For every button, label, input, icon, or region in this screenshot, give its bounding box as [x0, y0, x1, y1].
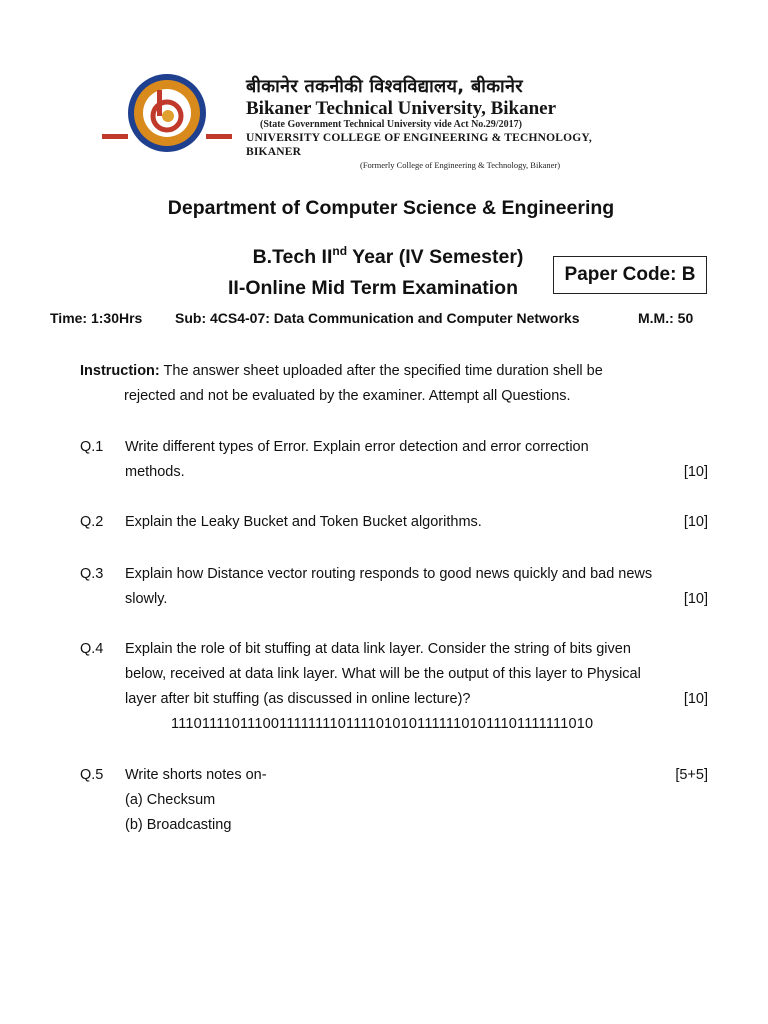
instruction-line-1: Instruction: The answer sheet uploaded after the specified time duration shell be	[80, 363, 603, 379]
question-text-line: Write different types of Error. Explain error detection and error correction	[125, 439, 589, 455]
question-marks: [5+5]	[675, 767, 708, 783]
question-number: Q.3	[80, 566, 104, 582]
question-number: Q.4	[80, 641, 104, 657]
question-text-line: below, received at data link layer. What will be the output of this layer to Physical	[125, 666, 641, 682]
university-name: Bikaner Technical University, Bikaner	[246, 98, 557, 119]
question-text-line: Write shorts notes on- [5+5]	[125, 763, 708, 788]
program-prefix: B.Tech II	[252, 246, 333, 268]
exam-title: II-Online Mid Term Examination	[228, 277, 519, 299]
program-suffix: Year (IV Semester)	[347, 246, 524, 268]
question-text-line: Explain the role of bit stuffing at data link layer. Consider the string of bits given	[125, 641, 631, 657]
question-option: (a) Checksum	[125, 792, 216, 808]
question-5	[80, 763, 708, 838]
question-2	[80, 510, 708, 535]
question-marks: [10]	[683, 691, 708, 707]
exam-time: Time: 1:30Hrs	[50, 310, 143, 326]
question-option: (b) Broadcasting	[125, 817, 232, 833]
question-text-line: Explain how Distance vector routing responds to good news quickly and bad news	[125, 566, 653, 582]
program-ordinal: nd	[332, 244, 348, 258]
exam-subject: Sub: 4CS4-07: Data Communication and Computer Networks	[175, 310, 580, 326]
university-act-line: (State Government Technical University vide Act No.29/2017)	[260, 119, 522, 130]
question-text-line: layer after bit stuffing (as discussed in online lecture)? [10]	[125, 687, 708, 712]
question-number: Q.2	[80, 514, 104, 530]
university-name-hindi: बीकानेर तकनीकी विश्वविद्यालय, बीकानेर	[246, 76, 523, 97]
question-number: Q.1	[80, 439, 104, 455]
question-text-line: methods. [10]	[125, 460, 708, 485]
question-4	[80, 637, 708, 737]
question-text-line: Explain the Leaky Bucket and Token Bucket algorithms. [10]	[125, 510, 708, 535]
college-name: UNIVERSITY COLLEGE OF ENGINEERING & TECHNOLOGY, BIKANER	[246, 132, 592, 158]
question-marks: [10]	[683, 591, 708, 607]
university-logo	[100, 72, 234, 154]
question-3	[80, 562, 708, 612]
question-marks: [10]	[683, 514, 708, 530]
question-number: Q.5	[80, 767, 104, 783]
max-marks: M.M.: 50	[638, 310, 694, 326]
question-text-line: slowly. [10]	[125, 587, 708, 612]
instruction	[80, 359, 700, 409]
instruction-line-2: rejected and not be evaluated by the examiner. Attempt all Questions.	[124, 388, 571, 404]
question-1	[80, 435, 708, 485]
question-marks: [10]	[683, 464, 708, 480]
bit-string: 1110111101110011111111011110101011111101011101111111010	[171, 716, 594, 732]
letterhead	[246, 76, 646, 171]
instruction-label: Instruction:	[80, 363, 160, 379]
department-title: Department of Computer Science & Engineering	[167, 197, 615, 219]
former-college-name: (Formerly College of Engineering & Technology, Bikaner)	[360, 160, 561, 170]
paper-code-box: Paper Code: B	[553, 256, 707, 294]
